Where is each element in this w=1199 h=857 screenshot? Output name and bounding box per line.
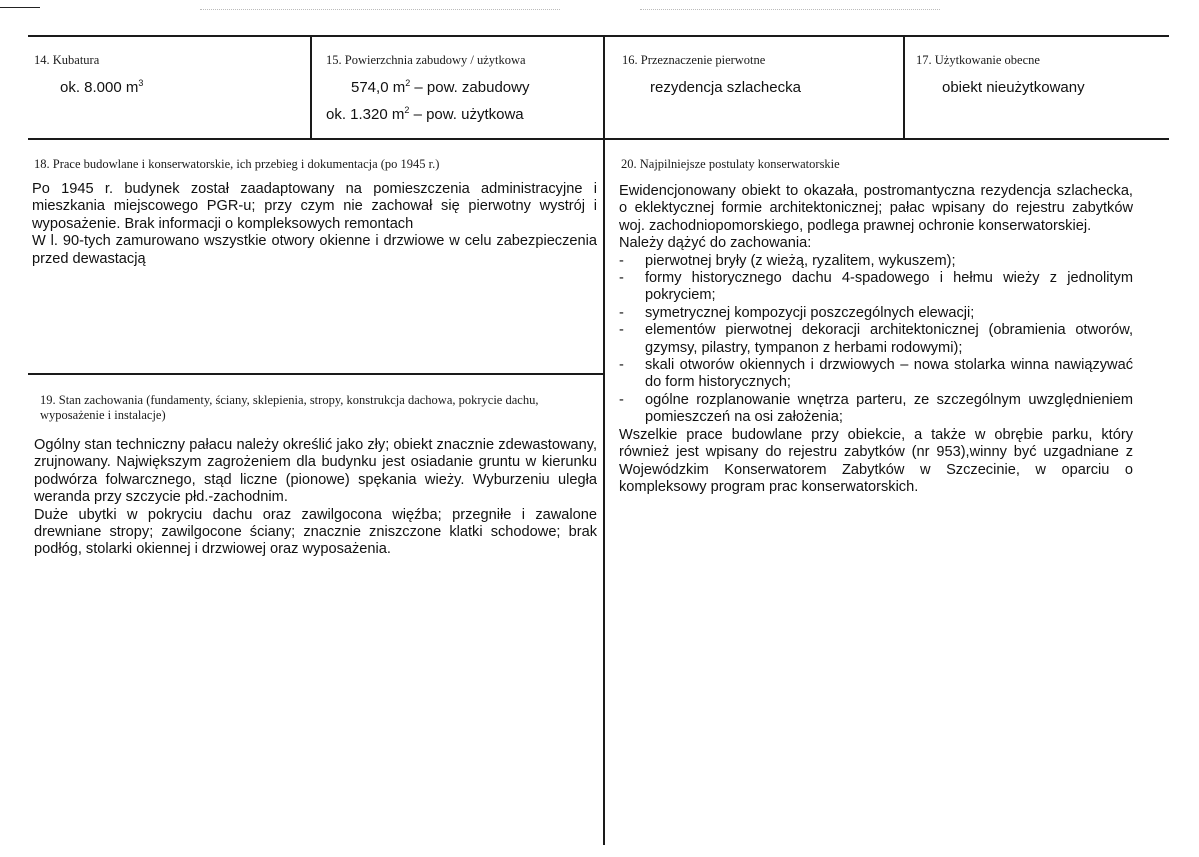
usable-area-text: – pow. użytkowa	[409, 106, 524, 123]
table-top-border	[28, 35, 1169, 37]
section-20-label: 20. Najpilniejsze postulaty konserwatorskie	[621, 157, 840, 171]
postulates-list	[619, 253, 1133, 427]
section-18-paragraph-1: Po 1945 r. budynek został zaadaptowany na pomieszczenia administracyjne i mieszkania miejscowego PGR-u; przy czym nie zachował się pierwotny wystrój i wyposażenie. Brak informacji o kompleksowych remontach	[32, 181, 597, 232]
kubatura-unit-exponent: 3	[138, 78, 144, 88]
usable-area-number: ok. 1.320 m	[326, 106, 405, 123]
section-15-label: 15. Powierzchnia zabudowy / użytkowa	[326, 53, 526, 67]
section-19-paragraph-2: Duże ubytki w pokryciu dachu oraz zawilgocona więźba; przegniłe i zawalone drewniane stropy; zawilgocone ściany; znacznie zniszczone klatki schodowe; brak podłóg, stolarki okiennej i drzwiowej oraz wyposażenia.	[34, 506, 597, 558]
list-item: - symetrycznej kompozycji poszczególnych elewacji;	[619, 305, 1133, 322]
section-19-label: 19. Stan zachowania (fundamenty, ściany, sklepienia, stropy, konstrukcja dachowa, pokrycie dachu, wyposażenie i instalacje)	[40, 393, 539, 422]
section-18-label: 18. Prace budowlane i konserwatorskie, ich przebieg i dokumentacja (po 1945 r.)	[34, 157, 440, 171]
list-item: - skali otworów okiennych i drzwiowych – nowa stolarka winna nawiązywać do form historycznych;	[619, 357, 1133, 392]
section-17-label: 17. Użytkowanie obecne	[916, 53, 1040, 67]
built-area-number: 574,0 m	[351, 79, 406, 96]
kubatura-number: ok. 8.000 m	[60, 79, 139, 96]
section-20-paragraph-1: Ewidencjonowany obiekt to okazała, postromantyczna rezydencja szlachecka, o eklektycznej formie architektonicznej; pałac wpisany do rejestru zabytków woj. zachodniopomorskiego, podlega prawnej ochronie konserwatorskiej.	[619, 183, 1133, 234]
row1-bottom-border	[28, 138, 1169, 140]
top-faint-line-left	[200, 9, 560, 10]
usable-area-exponent: 2	[404, 105, 410, 115]
s18-bottom-border	[28, 373, 604, 375]
section-18-content	[32, 181, 597, 268]
section-19-paragraph-1: Ogólny stan techniczny pałacu należy określić jako zły; obiekt znacznie zdewastowany, zrujnowany. Największym zagrożeniem dla budynku jest osiadanie gruntu w kierunku podwórza folwarcznego, stąd liczne (pionowe) spękania wieży. Wyburzeniu uległa weranda przy szczycie płd.-zachodnim.	[34, 437, 597, 506]
section-16-label: 16. Przeznaczenie pierwotne	[622, 53, 766, 67]
section-14-label: 14. Kubatura	[34, 53, 100, 67]
list-item: - elementów pierwotnej dekoracji architektonicznej (obramienia otworów, gzymsy, pilastry, tympanon z herbami rodowymi);	[619, 322, 1133, 357]
divider-16-17	[903, 35, 905, 139]
section-15-built-area	[351, 79, 529, 97]
section-20-paragraph-3: Wszelkie prace budowlane przy obiekcie, a także w obrębie parku, który również jest wpisany do rejestru zabytków (nr 953),winny być uzgadniane z Wojewódzkim Konserwatorem Zabytków w Szczecinie, w oparciu o kompleksowy program prac konserwatorskich.	[619, 426, 1133, 495]
section-19-content	[34, 437, 597, 559]
section-18-paragraph-2: W l. 90-tych zamurowano wszystkie otwory okienne i drzwiowe w celu zabezpieczenia przed dewastacją	[32, 233, 597, 267]
top-faint-line-right	[640, 9, 940, 10]
section-17-value: obiekt nieużytkowany	[942, 79, 1085, 96]
top-margin-dash	[0, 7, 40, 8]
built-area-exponent: 2	[405, 78, 411, 88]
list-item: - pierwotnej bryły (z wieżą, ryzalitem, wykuszem);	[619, 253, 1133, 270]
section-14-value	[60, 79, 143, 97]
divider-14-15	[310, 35, 312, 139]
list-item: - formy historycznego dachu 4-spadowego i hełmu wieży z jednolitym pokryciem;	[619, 270, 1133, 305]
section-20-paragraph-2: Należy dążyć do zachowania:	[619, 235, 812, 252]
built-area-text: – pow. zabudowy	[410, 79, 530, 96]
section-16-value: rezydencja szlachecka	[650, 79, 801, 96]
list-item: - ogólne rozplanowanie wnętrza parteru, ze szczególnym uwzględnieniem pomieszczeń na osi założenia;	[619, 392, 1133, 427]
section-15-usable-area	[326, 106, 524, 124]
center-divider	[603, 35, 605, 845]
section-20-content	[619, 183, 1133, 496]
